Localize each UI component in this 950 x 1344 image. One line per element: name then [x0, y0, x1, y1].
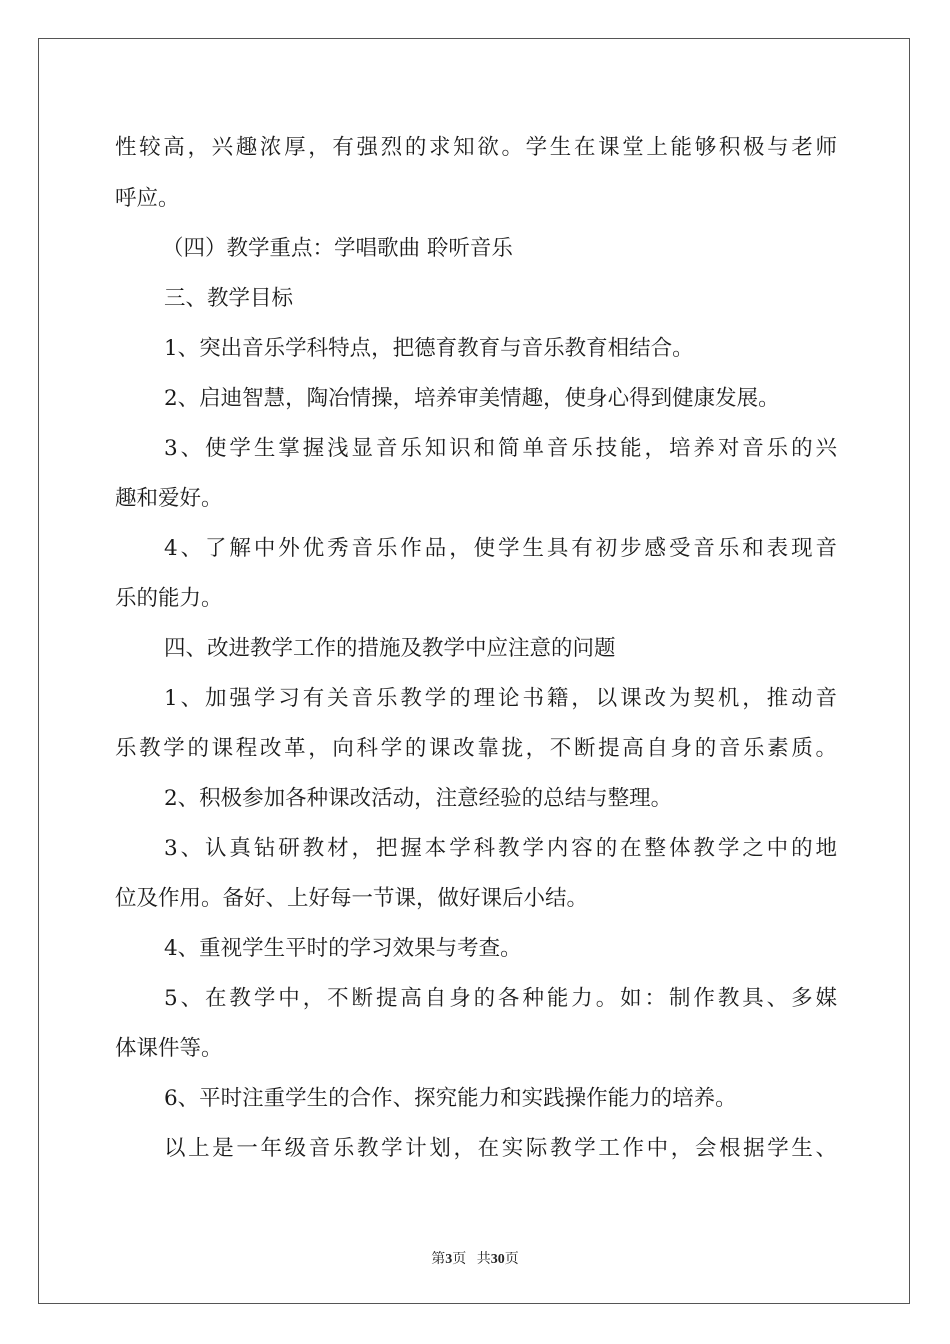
page-current: 3	[445, 1252, 453, 1267]
page-prefix: 第	[431, 1252, 446, 1267]
list-item: 2、积极参加各种课改活动，注意经验的总结与整理。	[164, 786, 673, 811]
text-line: 位及作用。备好、上好每一节课，做好课后小结。	[115, 886, 589, 911]
page-total: 30	[490, 1252, 505, 1267]
list-item: 1、突出音乐学科特点，把德育教育与音乐教育相结合。	[164, 336, 694, 361]
list-item: 3、认真钻研教材，把握本学科教学内容的在整体教学之中的地	[164, 836, 837, 861]
text-line: 以上是一年级音乐教学计划，在实际教学工作中，会根据学生、	[164, 1136, 837, 1161]
text-line: 体课件等。	[115, 1036, 223, 1061]
total-prefix: 共	[476, 1252, 491, 1267]
list-item: 1、加强学习有关音乐教学的理论书籍，以课改为契机，推动音	[164, 686, 837, 711]
list-item: 4、了解中外优秀音乐作品，使学生具有初步感受音乐和表现音	[164, 536, 837, 561]
total-unit: 页	[504, 1252, 519, 1267]
text-line: 性较高，兴趣浓厚，有强烈的求知欲。学生在课堂上能够积极与老师	[115, 135, 837, 160]
list-item: 2、启迪智慧，陶冶情操，培养审美情趣，使身心得到健康发展。	[164, 386, 780, 411]
text-line: 趣和爱好。	[115, 486, 223, 511]
page-unit: 页	[452, 1252, 467, 1267]
list-item: 3、使学生掌握浅显音乐知识和简单音乐技能，培养对音乐的兴	[164, 436, 837, 461]
text-line: 呼应。	[115, 186, 180, 211]
section-heading: 四、改进教学工作的措施及教学中应注意的问题	[164, 636, 616, 661]
list-item: 6、平时注重学生的合作、探究能力和实践操作能力的培养。	[164, 1086, 737, 1111]
page-footer	[0, 1248, 950, 1268]
list-item: 5、在教学中，不断提高自身的各种能力。如：制作教具、多媒	[164, 986, 837, 1011]
section-heading: （四）教学重点：学唱歌曲 聆听音乐	[162, 236, 513, 261]
text-line: 乐的能力。	[115, 586, 223, 611]
text-line: 乐教学的课程改革，向科学的课改靠拢，不断提高自身的音乐素质。	[115, 736, 837, 761]
list-item: 4、重视学生平时的学习效果与考查。	[164, 936, 522, 961]
section-heading: 三、教学目标	[164, 286, 294, 311]
